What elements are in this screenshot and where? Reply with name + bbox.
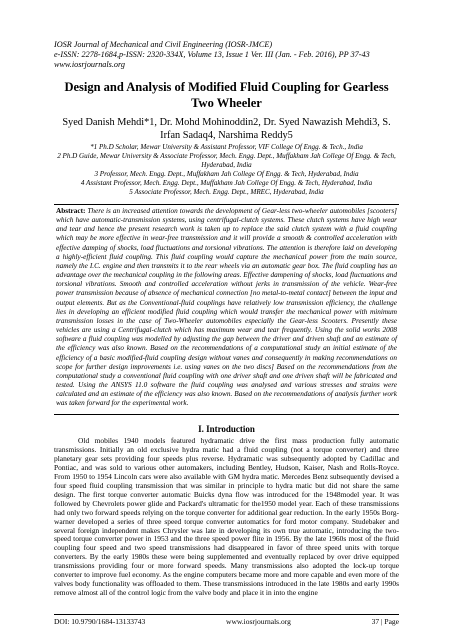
affiliation-5: 5 Associate Professor, Mech. Engg. Dept., MREC, Hyderabad, India: [129, 187, 324, 196]
affiliation-3: 3 Professor, Mech. Engg. Dept., Muffakham Jah College Of Engg. & Tech, Hyderabad, India: [94, 169, 359, 178]
footer-doi: DOI: 10.9790/1684-13133743: [54, 617, 146, 626]
affiliation-4: 4 Assistant Professor, Mech. Engg. Dept., Muffakham Jah College Of Engg. & Tech, Hyderabad, India: [80, 178, 373, 187]
introduction-text: [54, 437, 399, 598]
section-heading: I. Introduction: [198, 424, 255, 434]
abstract-top-rule: [54, 204, 399, 205]
footer-rule: [54, 614, 399, 615]
abstract-block: [56, 207, 397, 408]
journal-name: IOSR Journal of Mechanical and Civil Engineering (IOSR-JMCE): [54, 40, 273, 49]
introduction-paragraph: Old mobiles 1940 models featured hydramatic drive the first mass production fully automatic transmissions. Initially an old exclusive hydra matic had a fluid coupling (not a torque converter) and three planetary gear sets providing four speeds plus reverse. Hydramatic was subsequently adopted by Cadillac and Pontiac, and was sold to various other automakers, including Bentley, Hudson, Kaiser, Nash and Rolls-Royce. From 1950 to 1954 Lincoln cars were also available with GM hydra matic. Mercedes Benz subsequently devised a four speed fluid coupling transmission that was similar in principle to hydra matic but did not share the same design. The first torque converter automatic Buicks dyna flow was introduced for the 1948model year. It was followed by Chevrolets power glide and Packard's ultramatic for the1950 model year. Each of these transmissions had only two forward speeds relying on the torque converter for additional gear reduction. In the early 1950s Borg-warner developed a series of three speed torque converter automatics for ford motor company. Studebaker and several foreign independent makes Chrysler was late in developing its own true automatic, introducing the two-speed torque converter power in 1953 and the three speed power flite in 1956. By the late 1960s most of the fluid coupling four speed and two speed transmissions had disappeared in favor of three speed units with torque converters. By the early 1980s these were being supplemented and eventually replaced by over drive equipped transmissions providing four or more forward speeds. Many transmissions also adopted the lock-up torque converter to improve fuel economy. As the engine computers became more and more capable and even more of the valves body functionality was offloaded to them. These transmissions introduced in the late 1980s and early 1990s remove almost all of the control logic from the valve body and place it in into the engine: [54, 436, 399, 598]
affiliation-1: *1 Ph.D Scholar, Mewar University & Assistant Professor, VIF College Of Engg. & Tech., India: [90, 143, 363, 151]
footer-site[interactable]: www.iosrjournals.org: [226, 617, 291, 626]
affiliation-2: 2 Ph.D Guide, Mewar University & Associate Professor, Mech. Engg. Dept., Muffakham Jah College Of Engg. & Tech, Hyderabad, India: [57, 151, 396, 169]
affiliations: [54, 143, 399, 196]
journal-issn: e-ISSN: 2278-1684,p-ISSN: 2320-334X, Volume 13, Issue 1 Ver. III (Jan. - Feb. 2016), PP 37-43: [54, 50, 370, 59]
journal-website: www.iosrjournals.org: [54, 60, 125, 69]
footer-page: 37 | Page: [371, 617, 399, 626]
abstract-text: There is an increased attention towards the development of Gear-less two-wheeler automobiles [scooters] which have automatic-transmission systems, using centrifugal-clutch systems. These clutch systems have high wear and tear and hence the present research work is taken up to replace the said clutch system with a fluid coupling which may be more effective in wear-free transmission and it will provide a smooth & controlled acceleration with effective damping of shocks, load fluctuations and torsional vibrations. The attention is therefore laid on developing a highly-efficient fluid coupling. This fluid coupling would capture the mechanical power from the main source, namely the I.C. engine and then transmits it to the rear wheels via an automatic gear box. The fluid coupling has an advantage over the mechanical coupling in the following areas. Effective dampening of shocks, load fluctuations and torsional vibrations. Smooth and controlled acceleration without jerks in transmission of the vehicle. Wear-free power transmission because of absence of mechanical connection [no metal-to-metal contact] between the input and output elements. But as the Conventional-fluid couplings have relatively low transmission efficiency, the challenge lies in developing an efficient modified fluid coupling which would transfer the mechanical power with minimum transmission losses in the case of Two-Wheeler automobiles especially the Gear-less Scooters. Presently these vehicles are using a Centrifugal-clutch which has maximum wear and tear frequently. Using the solid works 2008 software a fluid coupling was modelled by adjusting the gap between the driver and driven shaft and an estimate of the efficiency was also known. Based on the recommendations of a computational study an initial estimate of the efficiency of a basic modified-fluid coupling design without vanes and consequently in making recommendations on scope for further design improvements i.e. using vanes on the two discs] Based on the recommendations from the computational study a conventional fluid coupling with one driver shaft and one driven shaft will be fabricated and tested. Using the ANSYS 11.0 software the fluid coupling was analysed and various stresses and strains were calculated and an estimate of the efficiency was also known. Based on the recommendations of analysis further work was taken forward for the experimental work.: [56, 207, 397, 408]
author-list: Syed Danish Mehdi*1, Dr. Mohd Mohinoddin2, Dr. Syed Nawazish Mehdi3, S. Irfan Sadaq4, Narshima Reddy5: [62, 117, 391, 141]
page-footer: [54, 617, 399, 626]
journal-header: [54, 40, 414, 70]
abstract-bottom-rule: [54, 414, 399, 415]
abstract-label: Abstract:: [56, 207, 86, 215]
paper-title: Design and Analysis of Modified Fluid Coupling for Gearless Two Wheeler: [64, 80, 389, 110]
